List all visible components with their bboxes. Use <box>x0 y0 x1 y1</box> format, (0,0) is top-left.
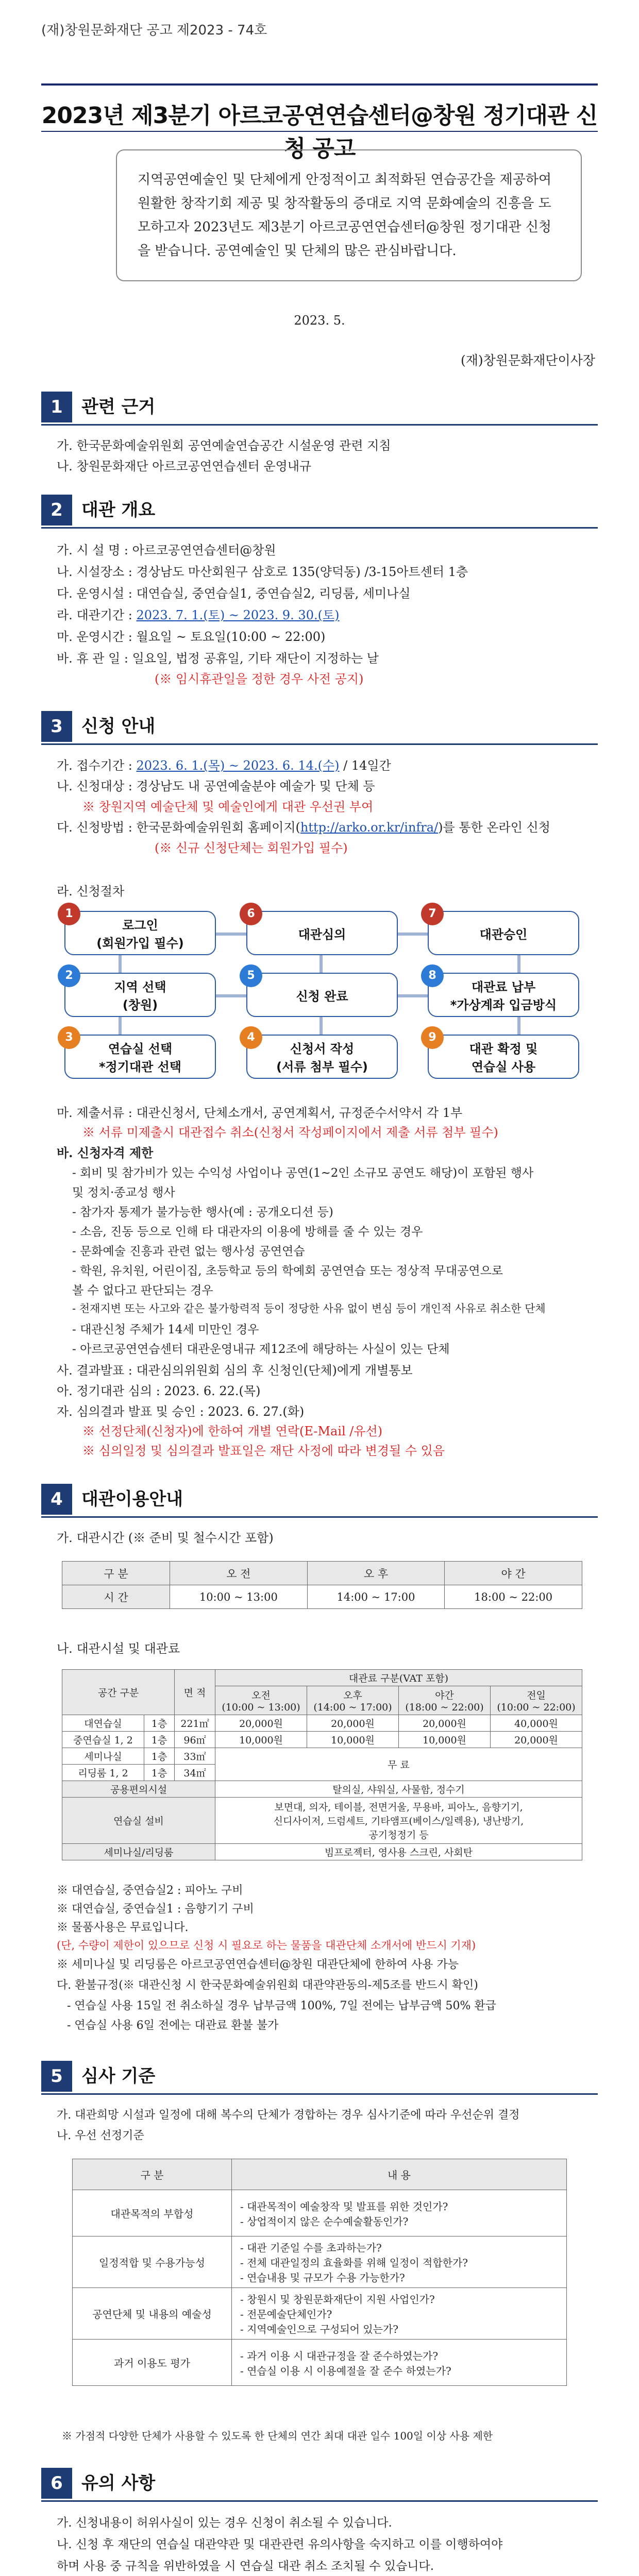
section-title: 대관이용안내 <box>81 1489 183 1510</box>
table-cell: 빔프로젝터, 영사용 스크린, 사회탄 <box>215 1844 582 1860</box>
section-title: 심사 기준 <box>81 2066 156 2087</box>
step-1-box <box>64 911 216 955</box>
section-1-header <box>41 392 598 422</box>
overview-closed: 바. 휴 관 일 : 일요일, 법정 공휴일, 기타 재단이 지정하는 날 <box>57 651 379 666</box>
review-line: 가. 대관희망 시설과 일정에 대해 복수의 단체가 경합하는 경우 심사기준에 따라 우선순위 결정 <box>57 2109 520 2122</box>
restriction-line: - 천재지변 또는 사고와 같은 불가항력적 등이 정당한 사유 없이 변심 등이 개인적 사유로 취소한 단체 <box>72 1302 546 1315</box>
table-cell: 10,000원 <box>399 1732 491 1748</box>
table-cell <box>215 1798 582 1844</box>
section-rule <box>41 424 598 426</box>
restriction-line: - 학원, 유치원, 어린이집, 초등학교 등의 학예회 공연연습 또는 정상적 무대공연으로 <box>72 1264 503 1278</box>
step-6-box <box>246 911 398 955</box>
step-5-box <box>246 973 398 1017</box>
table-cell: 대연습실 <box>62 1715 144 1732</box>
step-6-badge: 6 <box>240 903 262 925</box>
table-header: 구 분 <box>62 1562 170 1585</box>
notice-number: (재)창원문화재단 공고 제2023 - 74호 <box>41 23 267 38</box>
criteria-table <box>72 2159 567 2386</box>
criteria-note: ※ 가점적 다양한 단체가 사용할 수 있도록 한 단체의 연간 최대 대관 일수 100일 이상 사용 제한 <box>62 2430 493 2442</box>
apply-period-value: 2023. 6. 1.(목) ~ 2023. 6. 14.(수) <box>136 758 340 773</box>
approval-note: ※ 심의일정 및 심의결과 발표일은 재단 사정에 따라 변경될 수 있음 <box>82 1444 445 1458</box>
refund-heading: 다. 환불규정(※ 대관신청 시 한국문화예술위원회 대관약관동의-제5조를 반드시 확인) <box>57 1979 478 1992</box>
facility-note: ※ 세미나실 및 리딩룸은 아르코공연연습센터@창원 대관단체에 한하여 사용 가능 <box>57 1958 459 1971</box>
step-title: 연습실 선택 <box>108 1042 173 1056</box>
apply-method-suffix: )를 통한 온라인 신청 <box>438 820 550 835</box>
caution-line: 가. 신청내용이 허위사실이 있는 경우 신청이 취소될 수 있습니다. <box>57 2516 392 2530</box>
overview-closed-note: (※ 임시휴관일을 정한 경우 사전 공지) <box>155 672 364 686</box>
step-sub: 연습실 사용 <box>471 1060 536 1074</box>
table-cell: 1층 <box>144 1715 175 1732</box>
table-header: 공간 구분 <box>62 1670 175 1715</box>
table-cell: 시 간 <box>62 1585 170 1609</box>
criteria-line: - 상업적이지 않은 순수예술활동인가? <box>240 2215 409 2228</box>
col-time: (14:00 ~ 17:00) <box>313 1702 392 1713</box>
table-cell: 40,000원 <box>491 1715 582 1732</box>
table-cell: 1층 <box>144 1765 175 1781</box>
caution-line: 나. 신청 후 재단의 연습실 대관약관 및 대관관련 유의사항을 숙지하고 이를 이행하여야 <box>57 2538 503 2551</box>
table-header: 구 분 <box>73 2159 232 2190</box>
approval-note: ※ 선정단체(신청자)에 한하여 개별 연락(E-Mail /유선) <box>82 1424 383 1438</box>
section-rule <box>41 527 598 529</box>
section-rule <box>41 743 598 745</box>
title-bottom-rule <box>41 131 598 132</box>
step-title: 대관 확정 및 <box>469 1042 538 1056</box>
step-8-box <box>428 973 579 1017</box>
table-cell: 과거 이용도 평가 <box>73 2340 232 2386</box>
restriction-line: - 소음, 진동 등으로 인해 타 대관자의 이용에 방해를 줄 수 있는 경우 <box>72 1225 423 1239</box>
step-9-badge: 9 <box>421 1026 444 1049</box>
section-4-header <box>41 1484 598 1515</box>
table-cell: 34㎡ <box>175 1765 215 1781</box>
restriction-heading: 바. 신청자격 제한 <box>57 1145 154 1160</box>
table-cell: 일정적합 및 수용가능성 <box>73 2236 232 2288</box>
table-cell: 33㎡ <box>175 1748 215 1765</box>
criteria-line: - 대관 기준일 수를 초과하는가? <box>240 2242 382 2254</box>
restriction-line: - 참가자 통제가 불가능한 행사(예 : 공개오디션 등) <box>72 1206 333 1219</box>
facility-note: (단, 수량이 제한이 있으므로 신청 시 필요로 하는 물품을 대관단체 소개서에 반드시 기재) <box>57 1939 476 1952</box>
apply-target: 나. 신청대상 : 경상남도 내 공연예술분야 예술가 및 단체 등 <box>57 779 375 793</box>
section-number: 1 <box>41 392 72 422</box>
table-header: 면 적 <box>175 1670 215 1715</box>
overview-hours: 마. 운영시간 : 월요일 ~ 토요일(10:00 ~ 22:00) <box>57 630 326 644</box>
facility-note: ※ 대연습실, 중연습실1 : 음향기기 구비 <box>57 1903 254 1916</box>
issuing-org: (재)창원문화재단이사장 <box>460 353 595 368</box>
facility-fee-label: 나. 대관시설 및 대관료 <box>57 1641 180 1656</box>
criteria-line: - 전체 대관일정의 효율화를 위해 일정이 적합한가? <box>240 2257 468 2269</box>
page-title: 2023년 제3분기 아르코공연연습센터@창원 정기대관 신청 공고 <box>41 103 598 162</box>
table-cell: 10,000원 <box>215 1732 307 1748</box>
refund-line: - 연습실 사용 15일 전 취소하실 경우 납부금액 100%, 7일 전에는 납부금액 50% 환급 <box>67 1999 496 2012</box>
caution-line: 하며 사용 중 규칙을 위반하였을 시 연습실 대관 취소 조치될 수 있습니다. <box>57 2560 434 2573</box>
apply-period <box>57 755 391 773</box>
step-sub: (서류 첨부 필수) <box>276 1060 368 1074</box>
intro-box: 지역공연예술인 및 단체에게 안정적이고 최적화된 연습공간을 제공하여 원활한 창작기회 제공 및 창작활동의 증대로 지역 문화예술의 진흥을 도모하고자 2023년도 제3분기 아르코공연연습센터@창원 정기대관 신청을 받습니다. 공연예술인 및 단체의 많은 관심바랍니다. <box>116 149 582 281</box>
section-title: 대관 개요 <box>81 500 156 520</box>
table-header <box>491 1686 582 1715</box>
criteria-line: - 창원시 및 창원문화재단이 지원 사업인가? <box>240 2293 435 2306</box>
step-4-box <box>246 1035 398 1079</box>
table-cell: 중연습실 1, 2 <box>62 1732 144 1748</box>
table-cell: 공연단체 및 내용의 예술성 <box>73 2288 232 2340</box>
step-title: 신청서 작성 <box>290 1042 355 1056</box>
apply-method-label: 다. 신청방법 : 한국문화예술위원회 홈페이지( <box>57 820 300 835</box>
step-sub: (창원) <box>122 998 158 1012</box>
table-cell: 10:00 ~ 13:00 <box>170 1585 308 1609</box>
section-title: 유의 사항 <box>81 2473 156 2494</box>
criteria-line: - 전문예술단체인가? <box>240 2308 332 2320</box>
step-sub: *정기대관 선택 <box>98 1060 181 1074</box>
period-label: 라. 대관기간 : <box>57 608 137 622</box>
section-2-header <box>41 495 598 526</box>
criteria-line: - 연습내용 및 규모가 수용 가능한가? <box>240 2272 405 2284</box>
step-3-badge: 3 <box>58 1026 80 1049</box>
table-header <box>215 1686 307 1715</box>
step-7-badge: 7 <box>421 903 444 925</box>
docs-note: ※ 서류 미제출시 대관접수 취소(신청서 작성페이지에서 제출 서류 첨부 필수) <box>82 1125 498 1140</box>
section-title: 신청 안내 <box>81 716 156 737</box>
equip-line: 보면대, 의자, 테이블, 전면거울, 무용바, 피아노, 음향기기, <box>274 1802 523 1813</box>
step-7-box <box>428 911 579 955</box>
review-line: 나. 우선 선정기준 <box>57 2129 144 2142</box>
apply-method <box>57 817 550 835</box>
overview-period <box>57 605 340 623</box>
basis-line: 가. 한국문화예술위원회 공연예술연습공간 시설운영 관련 지침 <box>57 438 391 453</box>
table-cell: 대관목적의 부합성 <box>73 2190 232 2236</box>
step-title: 지역 선택 <box>114 980 166 994</box>
restriction-line: - 대관신청 주체가 14세 미만인 경우 <box>72 1323 259 1336</box>
restriction-line: - 문화예술 진흥과 관련 없는 행사성 공연연습 <box>72 1245 305 1258</box>
table-cell: 공용편의시설 <box>62 1781 215 1798</box>
title-top-rule <box>41 83 598 86</box>
table-cell <box>232 2340 567 2386</box>
step-title: 대관료 납부 <box>471 980 536 994</box>
basis-line: 나. 창원문화재단 아르코공연연습센터 운영내규 <box>57 459 312 473</box>
table-cell: 18:00 ~ 22:00 <box>445 1585 582 1609</box>
section-3-header <box>41 711 598 742</box>
overview-rooms: 다. 운영시설 : 대연습실, 중연습실1, 중연습실2, 리딩룸, 세미나실 <box>57 586 411 601</box>
criteria-line: - 과거 이용 시 대관규정을 잘 준수하였는가? <box>240 2349 439 2362</box>
table-cell: 탈의실, 샤워실, 사물함, 정수기 <box>215 1781 582 1798</box>
step-title: 신청 완료 <box>296 989 348 1004</box>
equip-line: 공기청정기 등 <box>368 1829 429 1841</box>
table-header: 오 후 <box>307 1562 445 1585</box>
apply-target-note: ※ 창원지역 예술단체 및 예술인에게 대관 우선권 부여 <box>82 800 374 814</box>
table-cell: 20,000원 <box>215 1715 307 1732</box>
section-rule <box>41 2093 598 2095</box>
overview-facility: 가. 시 설 명 : 아르코공연연습센터@창원 <box>57 543 276 557</box>
step-title: 대관심의 <box>298 927 346 942</box>
period-value: 2023. 7. 1.(토) ~ 2023. 9. 30.(토) <box>136 608 340 622</box>
restriction-line: - 회비 및 참가비가 있는 수익성 사업이나 공연(1~2인 소규모 공연도 해당)이 포함된 행사 <box>72 1166 534 1180</box>
section-number: 4 <box>41 1484 72 1515</box>
table-header <box>399 1686 491 1715</box>
table-cell: 221㎡ <box>175 1715 215 1732</box>
table-header: 대관료 구분(VAT 포함) <box>215 1670 582 1686</box>
apply-period-label: 가. 접수기간 : <box>57 758 137 773</box>
table-cell: 10,000원 <box>307 1732 399 1748</box>
step-5-badge: 5 <box>240 964 262 987</box>
table-cell: 세미나실/리딩룸 <box>62 1844 215 1860</box>
review-date: 아. 정기대관 심의 : 2023. 6. 22.(목) <box>57 1384 261 1398</box>
table-header: 오 전 <box>170 1562 308 1585</box>
step-title: 대관승인 <box>479 927 528 942</box>
step-sub: (회원가입 필수) <box>96 936 184 951</box>
table-cell: 20,000원 <box>491 1732 582 1748</box>
table-cell: 14:00 ~ 17:00 <box>307 1585 445 1609</box>
approval-date: 자. 심의결과 발표 및 승인 : 2023. 6. 27.(화) <box>57 1404 305 1419</box>
rental-time-table <box>62 1561 582 1609</box>
table-cell <box>232 2190 567 2236</box>
table-cell <box>232 2288 567 2340</box>
table-cell: 연습실 설비 <box>62 1798 215 1844</box>
section-number: 5 <box>41 2061 72 2092</box>
col-time: (10:00 ~ 22:00) <box>497 1702 576 1713</box>
table-cell: 1층 <box>144 1732 175 1748</box>
col-time: (18:00 ~ 22:00) <box>405 1702 484 1713</box>
equip-line: 신디사이저, 드럼세트, 기타앰프(베이스/일렉용), 냉난방기, <box>273 1816 524 1827</box>
arko-link[interactable]: http://arko.or.kr/infra/ <box>300 820 439 835</box>
table-cell: 20,000원 <box>307 1715 399 1732</box>
step-9-box <box>428 1035 579 1079</box>
free-cell: 무 료 <box>215 1748 582 1781</box>
table-header: 내 용 <box>232 2159 567 2190</box>
result-line: 사. 결과발표 : 대관심의위원회 심의 후 신청인(단체)에게 개별통보 <box>57 1363 413 1378</box>
step-2-badge: 2 <box>58 964 80 987</box>
col-title: 오전 <box>251 1690 271 1701</box>
table-cell: 96㎡ <box>175 1732 215 1748</box>
section-number: 3 <box>41 711 72 742</box>
restriction-line: 볼 수 없다고 판단되는 경우 <box>72 1284 213 1297</box>
step-1-badge: 1 <box>58 903 80 925</box>
apply-period-days: / 14일간 <box>339 758 391 773</box>
col-time: (10:00 ~ 13:00) <box>222 1702 300 1713</box>
section-number: 6 <box>41 2468 72 2499</box>
table-cell: 20,000원 <box>399 1715 491 1732</box>
notice-date: 2023. 5. <box>294 313 345 328</box>
criteria-line: - 대관목적이 예술창작 및 발표를 위한 것인가? <box>240 2200 448 2213</box>
section-title: 관련 근거 <box>81 397 156 417</box>
table-cell: 세미나실 <box>62 1748 144 1765</box>
section-number: 2 <box>41 495 72 526</box>
facility-fee-table <box>62 1669 582 1860</box>
step-3-box <box>64 1035 216 1079</box>
restriction-line: 및 정치·종교성 행사 <box>72 1186 175 1199</box>
table-header <box>307 1686 399 1715</box>
facility-note: ※ 물품사용은 무료입니다. <box>57 1921 189 1934</box>
section-6-header <box>41 2468 598 2499</box>
table-header: 야 간 <box>445 1562 582 1585</box>
overview-location: 나. 시설장소 : 경상남도 마산회원구 삼호로 135(양덕동) /3-15아트센터 1층 <box>57 565 468 579</box>
section-rule <box>41 1516 598 1518</box>
table-cell: 1층 <box>144 1748 175 1765</box>
step-8-badge: 8 <box>421 964 444 987</box>
facility-note: ※ 대연습실, 중연습실2 : 피아노 구비 <box>57 1884 243 1897</box>
step-4-badge: 4 <box>240 1026 262 1049</box>
step-title: 로그인 <box>122 918 158 933</box>
section-5-header <box>41 2061 598 2092</box>
criteria-line: - 연습실 이용 시 이용예절을 잘 준수 하였는가? <box>240 2364 451 2377</box>
procedure-label: 라. 신청절차 <box>57 884 125 899</box>
section-rule <box>41 2500 598 2502</box>
col-title: 오후 <box>343 1690 362 1701</box>
table-cell <box>232 2236 567 2288</box>
col-title: 야간 <box>435 1690 454 1701</box>
restriction-line: - 아르코공연연습센터 대관운영내규 제12조에 해당하는 사실이 있는 단체 <box>72 1343 450 1356</box>
table-cell: 리딩룸 1, 2 <box>62 1765 144 1781</box>
refund-line: - 연습실 사용 6일 전에는 대관료 환불 불가 <box>67 2019 279 2032</box>
rental-time-label: 가. 대관시간 (※ 준비 및 철수시간 포함) <box>57 1531 274 1545</box>
step-2-box <box>64 973 216 1017</box>
criteria-line: - 지역예술인으로 구성되어 있는가? <box>240 2323 399 2335</box>
docs-line: 마. 제출서류 : 대관신청서, 단체소개서, 공연계획서, 규정준수서약서 각 1부 <box>57 1106 463 1120</box>
step-sub: *가상계좌 입금방식 <box>450 998 557 1012</box>
apply-method-note: (※ 신규 신청단체는 회원가입 필수) <box>155 841 348 855</box>
col-title: 전일 <box>527 1690 546 1701</box>
